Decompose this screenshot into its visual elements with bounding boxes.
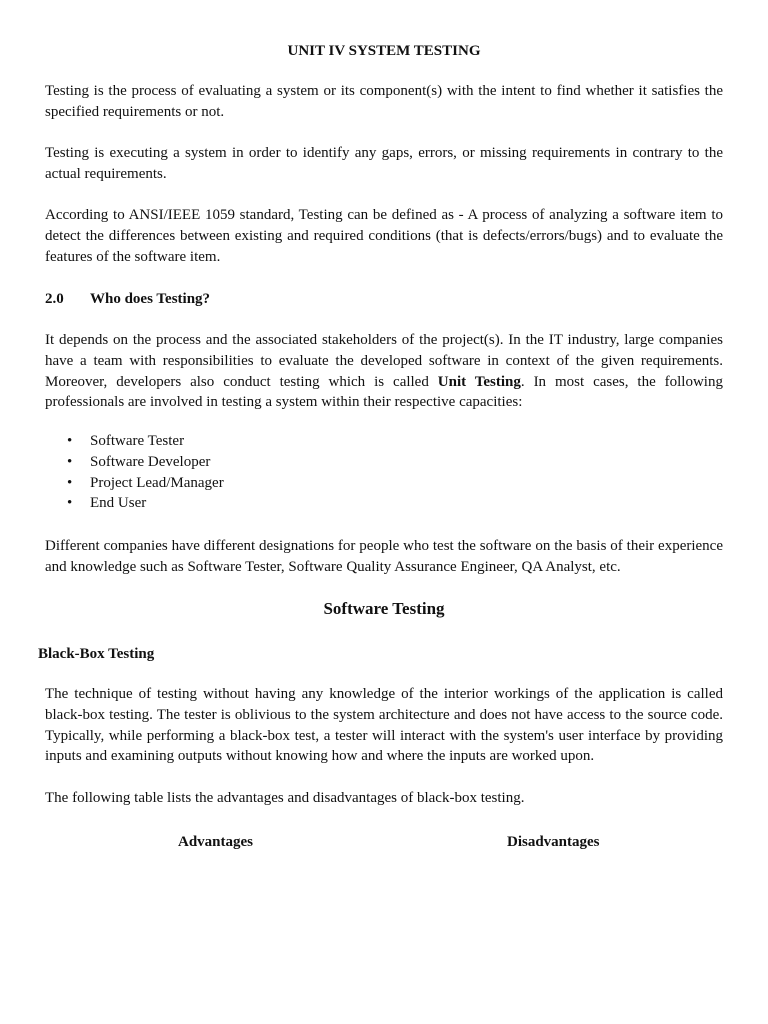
list-item [45, 493, 224, 514]
bullet-icon: • [67, 453, 73, 470]
list-item-text: Project Lead/Manager [90, 474, 224, 491]
advantages-column-header: Advantages [178, 834, 254, 850]
designations-paragraph: Different companies have different designations for people who test the software on the basis of their experience and knowledge such as Software Tester, Software Quality Assurance Engineer, QA Analyst, etc. [45, 538, 723, 575]
intro-paragraph-1: Testing is the process of evaluating a system or its component(s) with the intent to find whether it satisfies the specified requirements or not. [45, 83, 723, 120]
list-item-text: End User [90, 495, 147, 512]
bullet-icon: • [67, 474, 73, 491]
who-paragraph-part-1: It depends on the process and the associated stakeholders of the project(s). In the IT industry, large companies have a team with responsibilities to evaluate the developed software in context of the given requirements. Moreover, developers also conduct testing which is called [45, 332, 723, 390]
disadvantages-column-header: Disadvantages [507, 834, 600, 850]
table-intro-paragraph: The following table lists the advantages and disadvantages of black-box testing. [45, 790, 525, 806]
bullet-icon: • [67, 433, 73, 449]
section-number: 2.0 [45, 291, 64, 307]
intro-paragraph-3: According to ANSI/IEEE 1059 standard, Testing can be defined as - A process of analyzing a software item to detect the differences between existing and required conditions (that is defects/errors/bugs) and to evaluate the features of the software item. [45, 207, 723, 265]
tester-roles-list [45, 431, 224, 514]
who-paragraph-part-2: . In most cases, the following professionals are involved in testing a system within their respective capacities: [45, 373, 723, 411]
section-heading-who-does-testing [45, 289, 210, 309]
list-item [45, 473, 224, 494]
intro-paragraph-2: Testing is executing a system in order to identify any gaps, errors, or missing requirements in contrary to the actual requirements. [45, 145, 723, 182]
who-does-testing-paragraph [45, 330, 723, 413]
black-box-testing-heading: Black-Box Testing [38, 646, 155, 662]
bullet-icon: • [67, 495, 73, 512]
list-item-text: Software Tester [90, 433, 185, 449]
software-testing-title: Software Testing [323, 599, 445, 618]
unit-testing-term: Unit Testing [437, 373, 521, 390]
document-title: UNIT IV SYSTEM TESTING [287, 43, 481, 59]
black-box-paragraph: The technique of testing without having any knowledge of the interior workings of the application is called black-box testing. The tester is oblivious to the system architecture and does not have access to the source code. Typically, while performing a black-box test, a tester will interact with the system's user interface by providing inputs and examining outputs without knowing how and where the inputs are worked upon. [45, 686, 723, 765]
list-item-text: Software Developer [90, 453, 211, 470]
list-item [45, 452, 224, 473]
list-item [45, 431, 224, 452]
section-heading-text: Who does Testing? [90, 291, 211, 307]
